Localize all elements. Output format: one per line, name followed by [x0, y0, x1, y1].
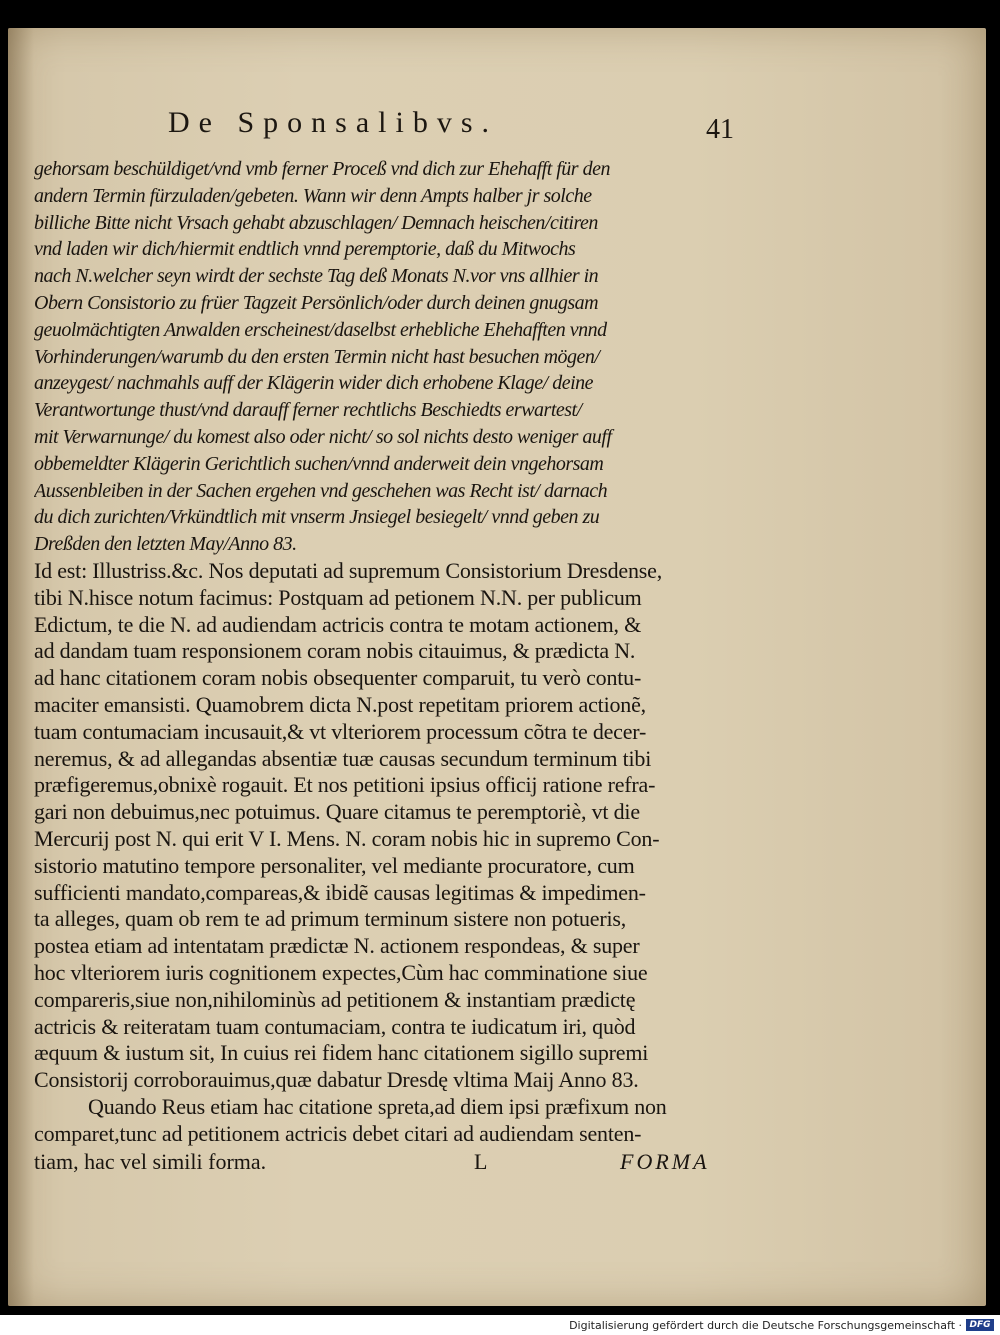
text-line: postea etiam ad intentatam prædictæ N. actionem respondeas, & super: [34, 933, 640, 959]
text-line: præfigeremus,obnixè rogauit. Et nos petitioni ipsius officij ratione refra-: [34, 772, 656, 798]
text-line: ta alleges, quam ob rem te ad primum terminum sistere non potueris,: [34, 906, 627, 932]
text-line: Id est: Illustriss.&c. Nos deputati ad supremum Consistorium Dresdense,: [34, 557, 663, 583]
last-line-text: tiam, hac vel simili forma.: [34, 1149, 267, 1175]
text-line: tuam contumaciam incusauit,& vt vlteriorem processum cõtra te decer-: [34, 718, 647, 744]
text-line: gehorsam beschüldiget/vnd vmb ferner Proceß vnd dich zur Ehehafft für den: [34, 158, 610, 180]
text-line: Edictum, te die N. ad audiendam actricis contra te motam actionem, &: [34, 611, 642, 637]
text-line: sufficienti mandato,compareas,& ibidẽ causas legitimas & impedimen-: [34, 879, 646, 905]
text-line: Mercurij post N. qui erit V I. Mens. N. coram nobis hic in supremo Con-: [34, 825, 660, 851]
text-line: hoc vlteriorem iuris cognitionem expectes,Cùm hac comminatione siue: [34, 959, 648, 985]
text-line: ad dandam tuam responsionem coram nobis citauimus, & prædicta N.: [34, 638, 636, 664]
signature-mark: L: [474, 1149, 488, 1175]
text-line: geuolmächtigten Anwalden erscheinest/daselbst erhebliche Ehehafften vnnd: [34, 318, 607, 341]
text-line: actricis & reiteratam tuam contumaciam, contra te iudicatum iri, quòd: [34, 1013, 636, 1039]
book-page: [8, 28, 986, 1306]
text-line: æquum & iustum sit, In cuius rei fidem hanc citationem sigillo supremi: [34, 1040, 649, 1066]
running-title: De Sponsalibvs.: [168, 106, 498, 139]
text-line: neremus, & ad allegandas absentiæ tuæ causas secundum terminum tibi: [34, 745, 652, 771]
text-line: obbemeldter Klägerin Gerichtlich suchen/vnnd anderweit dein vngehorsam: [34, 452, 604, 475]
text-line: mit Verwarnunge/ du komest also oder nicht/ so sol nichts desto weniger auff: [34, 425, 612, 448]
text-line: Quando Reus etiam hac citatione spreta,ad diem ipsi præfixum non: [88, 1093, 667, 1119]
text-line: Aussenbleiben in der Sachen ergehen vnd geschehen was Recht ist/ darnach: [34, 479, 608, 502]
text-line: comparet,tunc ad petitionem actricis debet citari ad audiendam senten-: [34, 1120, 642, 1146]
text-line: anzeygest/ nachmahls auff der Klägerin wider dich erhobene Klage/ deine: [34, 372, 594, 395]
page-number: 41: [706, 114, 734, 145]
last-line: [34, 1147, 746, 1177]
running-head: [168, 106, 748, 146]
footer-bar: [0, 1315, 1000, 1335]
text-line: maciter emansisti. Quamobrem dicta N.post repetitam priorem actionẽ,: [34, 691, 646, 717]
text-line: Consistorij corroborauimus,quæ dabatur Dresdę vltima Maij Anno 83.: [34, 1067, 639, 1093]
body-text: [34, 156, 746, 1177]
text-line: sistorio matutino tempore personaliter, vel mediante procuratore, cum: [34, 852, 635, 878]
footer-credit: Digitalisierung gefördert durch die Deutsche Forschungsgemeinschaft ·: [569, 1319, 962, 1332]
text-line: ad hanc citationem coram nobis obsequenter comparuit, tu verò contu-: [34, 665, 642, 691]
text-line: vnd laden wir dich/hiermit endtlich vnnd peremptorie, daß du Mitwochs: [34, 238, 576, 261]
text-line: tibi N.hisce notum facimus: Postquam ad petionem N.N. per publicum: [34, 584, 642, 610]
catchword: FORMA: [620, 1149, 710, 1175]
dfg-logo: DFG: [966, 1319, 994, 1331]
text-line: billiche Bitte nicht Vrsach gehabt abzuschlagen/ Demnach heischen/citiren: [34, 211, 598, 234]
text-line: compareris,siue non,nihilominùs ad petitionem & instantiam prædictę: [34, 986, 636, 1012]
text-line: Obern Consistorio zu früer Tagzeit Persönlich/oder durch deinen gnugsam: [34, 291, 599, 314]
text-line: andern Termin fürzuladen/gebeten. Wann wir denn Ampts halber jr solche: [34, 184, 592, 207]
text-line: du dich zurichten/Vrkündtlich mit vnserm Jnsiegel besiegelt/ vnnd geben zu: [34, 506, 600, 529]
text-line: gari non debuimus,nec potuimus. Quare citamus te peremptoriè, vt die: [34, 799, 640, 825]
text-line: Dreßden den letzten May/Anno 83.: [34, 533, 297, 556]
text-line: Verantwortunge thust/vnd darauff ferner rechtlichs Beschiedts erwartest/: [34, 399, 582, 422]
text-line: nach N.welcher seyn wirdt der sechste Tag deß Monats N.vor vns allhier in: [34, 265, 599, 288]
text-line: Vorhinderungen/warumb du den ersten Termin nicht hast besuchen mögen/: [34, 345, 600, 368]
